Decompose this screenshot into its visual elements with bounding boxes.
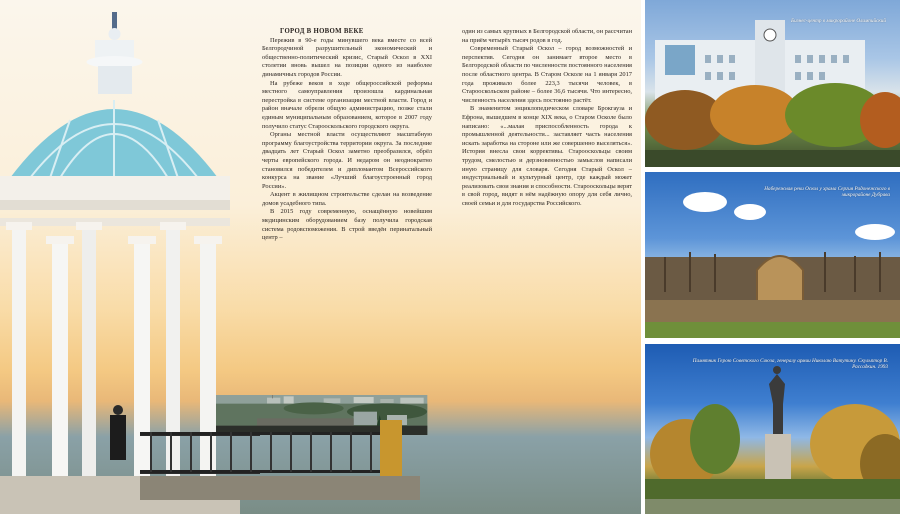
railing-illustration <box>140 420 560 500</box>
paragraph: Органы местной власти осуществляют масштабную программу благоустройства территории округа. За последние двадцать лет Старый Оскол заметно преобразился, обрёл черты европейского города. И недаром он неоднократно становился победителем и дипломантом Всероссийского конкурса на звание «Лучший благоустроенный город России». <box>262 131 432 190</box>
article-column-2 <box>462 28 632 208</box>
paragraph: На рубеже веков в ходе общероссийской реформы местного самоуправления произошла кардинальная перестройка в системе организации местной власти. Город и район вначале обрели общую администрацию, позже стали единым муниципальным образованием, которое в 2007 году получило статус Старооскольского городского округа. <box>262 79 432 130</box>
caption-photo-3: Памятник Герою Советского Союза, генералу армии Николаю Ватутину. Скульптор В. Рассадкин. 1993 <box>692 358 888 371</box>
article-heading: ГОРОД В НОВОМ ВЕКЕ <box>280 28 364 35</box>
photo-business-center <box>645 0 900 167</box>
photo-vatutin-monument <box>645 344 900 514</box>
article-text <box>262 28 634 328</box>
paragraph: Пережив в 90-е годы минувшего века вместе со всей Белгородчиной разрушительный экономический и общественно-политический кризис, Старый Оскол в XXI столетии вновь вышел на позиции одного из наиболее динамичных городов России. <box>262 36 432 78</box>
photo-embankment <box>645 172 900 338</box>
paragraph: В знаменитом энциклопедическом словаре Брокгауза и Ефрона, вышедшем в конце XIX века, о Старом Осколе было написано: «...малая приспособленность города к промышленной деятельности... заставляет часть населения искать заработка на стороне или же совершенно выселяться». История внесла свои коррективы. Старооскольцы своим трудом, смелостью и дерзновенностью замыслов написали иную страницу для словаря. Сегодня Старый Оскол – индустриальный и культурный центр, где каждый может реализовать свои знания и способности. Старооскольцы верят в свой город, видят в нём надёжную опору для себя лично, своей семьи и для государства Российского. <box>462 105 632 207</box>
paragraph: Современный Старый Оскол – город возможностей и перспектив. Сегодня он занимает второе место в Белгородской области по численности постоянного населения после областного центра. В Старом Осколе на 1 января 2017 года проживало более 223,3 тысячи человек, в Старооскольском районе – более 36,6 тысячи. Что интересно, численность населения здесь постоянно растёт. <box>462 45 632 104</box>
paragraph: Акцент в жилищном строительстве сделан на возведение домов усадебного типа. <box>262 191 432 207</box>
caption-photo-2: Набережная реки Оскол у храма Сергия Радонежского в микрорайоне Дубрава <box>764 186 890 199</box>
paragraph: В 2015 году современную, оснащённую новейшим медицинским оборудованием базу получила городская система родовспоможения. В строй введён перинатальный центр – <box>262 208 432 242</box>
building-illustration <box>645 0 900 167</box>
article-column-1 <box>262 28 432 243</box>
paragraph: один из самых крупных в Белгородской области, он рассчитан на приём четырёх тысяч родов в год. <box>462 28 632 44</box>
caption-photo-1: Бизнес-центр в микрорайоне Олимпийский <box>791 18 886 24</box>
